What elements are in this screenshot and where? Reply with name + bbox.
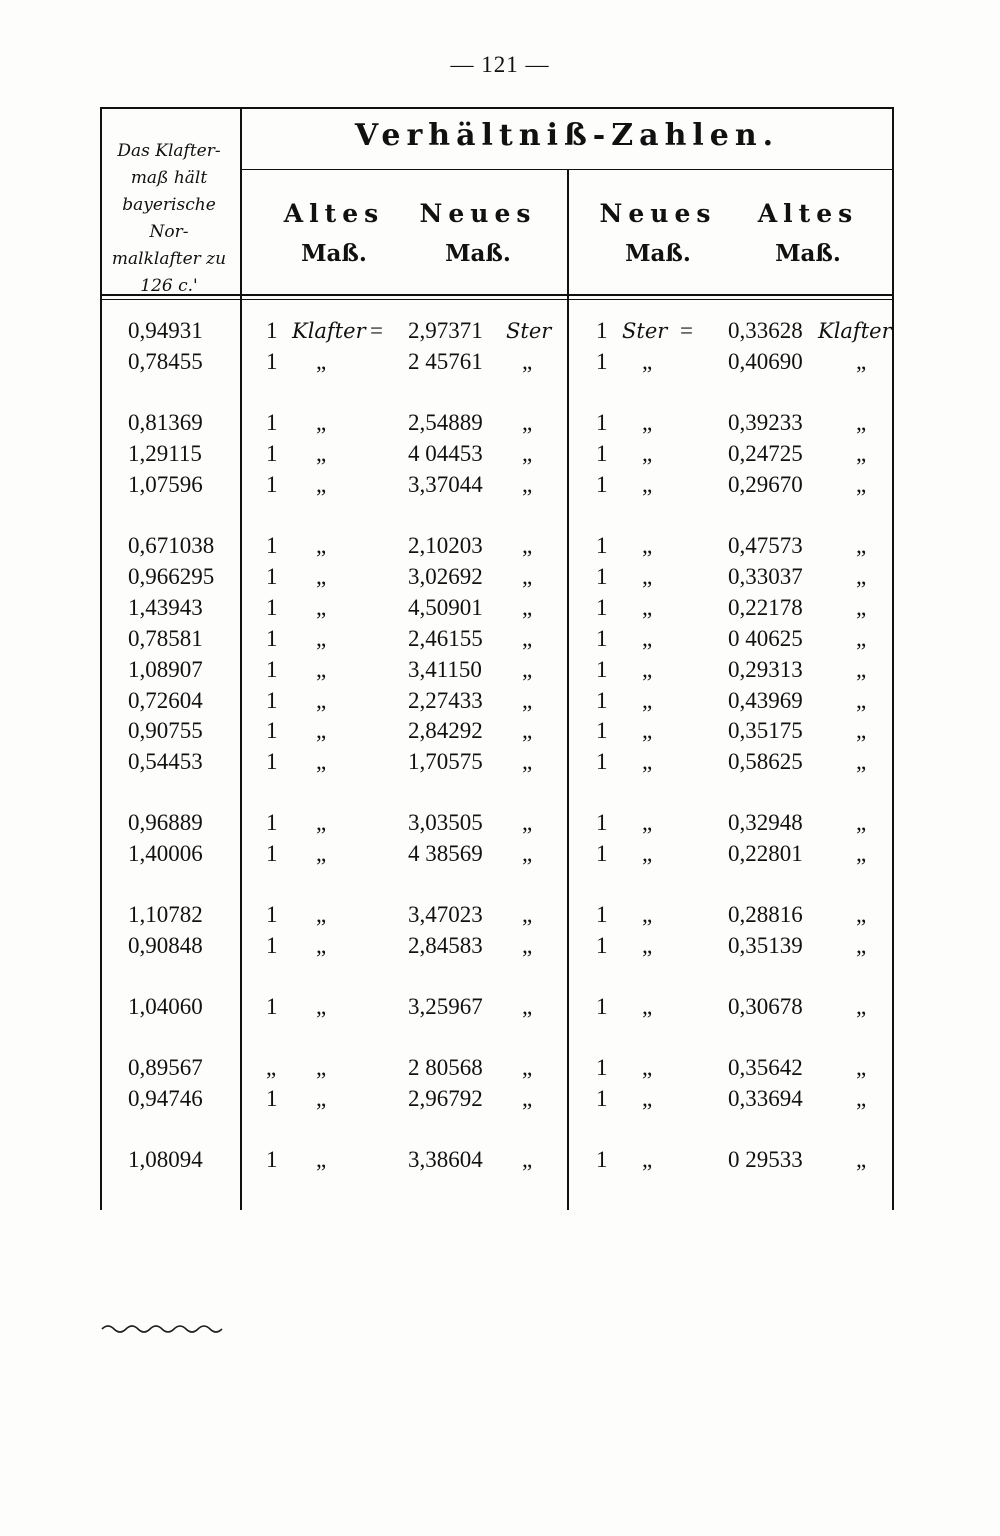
table-row [0, 624, 1000, 654]
new-measure-quantity: 1 [596, 1147, 608, 1172]
old-measure-value: 0,33628 [728, 318, 803, 343]
sub-header-line: Maß. [775, 240, 841, 267]
klafter-ratio: 1,10782 [128, 902, 203, 927]
ditto-mark: „ [856, 841, 867, 866]
old-measure-quantity: 1 [266, 626, 278, 651]
ditto-mark: „ [642, 902, 653, 927]
ditto-mark: „ [522, 595, 533, 620]
klafter-ratio: 0,96889 [128, 810, 203, 835]
new-measure-value: 2,84583 [408, 933, 483, 958]
old-measure-value: 0,43969 [728, 688, 803, 713]
ditto-mark: „ [642, 994, 653, 1019]
ditto-mark: „ [642, 1147, 653, 1172]
table-row [0, 347, 1000, 377]
ditto-mark: „ [316, 1055, 327, 1080]
ditto-mark: „ [856, 1086, 867, 1111]
old-measure-quantity: 1 [266, 564, 278, 589]
klafter-ratio: 1,08907 [128, 657, 203, 682]
ditto-mark: „ [856, 410, 867, 435]
new-measure-unit: Ster [506, 319, 552, 343]
ditto-mark: „ [316, 595, 327, 620]
table-row [0, 686, 1000, 716]
ditto-mark: „ [642, 472, 653, 497]
ditto-mark: „ [316, 933, 327, 958]
ditto-mark: „ [856, 718, 867, 743]
ditto-mark: „ [522, 564, 533, 589]
ditto-mark: „ [642, 626, 653, 651]
ditto-mark: „ [856, 902, 867, 927]
first-column-header-line: 126 c.' [140, 276, 198, 296]
klafter-ratio: 0,966295 [128, 564, 215, 589]
table-row [0, 655, 1000, 685]
old-measure-value: 0,47573 [728, 533, 803, 558]
new-measure-value: 3,38604 [408, 1147, 483, 1172]
ditto-mark: „ [522, 688, 533, 713]
sub-header-old-measure-1 [254, 194, 414, 274]
old-measure-value: 0,39233 [728, 410, 803, 435]
ditto-mark: „ [642, 841, 653, 866]
old-measure-quantity: 1 [266, 1086, 278, 1111]
ditto-mark: „ [856, 933, 867, 958]
old-measure-quantity: 1 [266, 349, 278, 374]
new-measure-value: 3,41150 [408, 657, 482, 682]
sub-header-new-measure-2 [578, 194, 738, 274]
new-measure-value: 2,96792 [408, 1086, 483, 1111]
table-row [0, 593, 1000, 623]
ditto-mark: „ [316, 410, 327, 435]
first-column-header-line: maß hält [130, 168, 208, 188]
ditto-mark: „ [642, 749, 653, 774]
table-row [0, 408, 1000, 438]
old-measure-quantity: „ [266, 1055, 277, 1080]
old-measure-value: 0,22178 [728, 595, 803, 620]
klafter-ratio: 0,72604 [128, 688, 203, 713]
old-measure-quantity: 1 [266, 749, 278, 774]
tilde-ornament [100, 1322, 224, 1336]
old-measure-quantity: 1 [266, 657, 278, 682]
table-main-title: Verhältniß-Zahlen. [354, 118, 780, 153]
ditto-mark: „ [522, 749, 533, 774]
ditto-mark: „ [316, 657, 327, 682]
first-column-header-line: malklafter zu [111, 249, 227, 269]
ditto-mark: „ [642, 595, 653, 620]
table-row [0, 716, 1000, 746]
ditto-mark: „ [316, 349, 327, 374]
ditto-mark: „ [316, 441, 327, 466]
table-row [0, 992, 1000, 1022]
new-measure-value: 3,03505 [408, 810, 483, 835]
ditto-mark: „ [856, 472, 867, 497]
klafter-ratio: 0,94746 [128, 1086, 203, 1111]
new-measure-quantity: 1 [596, 626, 608, 651]
new-measure-value: 2,54889 [408, 410, 483, 435]
table-row [0, 470, 1000, 500]
table-row [0, 808, 1000, 838]
sub-header-line: Neues [599, 199, 717, 228]
old-measure-quantity: 1 [266, 810, 278, 835]
first-column-header-line: bayerische Nor- [122, 195, 216, 242]
new-measure-value: 1,70575 [408, 749, 483, 774]
old-measure-quantity: 1 [266, 841, 278, 866]
new-measure-value: 3,25967 [408, 994, 483, 1019]
old-measure-value: 0,29670 [728, 472, 803, 497]
ditto-mark: „ [522, 533, 533, 558]
new-measure-quantity: 1 [596, 810, 608, 835]
old-measure-value: 0,29313 [728, 657, 803, 682]
ditto-mark: „ [856, 994, 867, 1019]
new-measure-quantity: 1 [596, 564, 608, 589]
old-measure-value: 0 40625 [728, 626, 803, 651]
sub-header-line: Maß. [445, 240, 511, 267]
old-measure-value: 0,58625 [728, 749, 803, 774]
ditto-mark: „ [856, 595, 867, 620]
old-measure-unit: Klafter [292, 319, 366, 343]
new-measure-value: 2,97371 [408, 318, 483, 343]
table-row [0, 316, 1000, 346]
ditto-mark: „ [642, 1086, 653, 1111]
ditto-mark: „ [642, 533, 653, 558]
old-measure-quantity: 1 [266, 441, 278, 466]
ditto-mark: „ [316, 1086, 327, 1111]
new-measure-value: 4 04453 [408, 441, 483, 466]
new-measure-value: 2 80568 [408, 1055, 483, 1080]
ditto-mark: „ [316, 1147, 327, 1172]
table-row [0, 531, 1000, 561]
ditto-mark: „ [316, 533, 327, 558]
klafter-ratio: 0,54453 [128, 749, 203, 774]
old-measure-value: 0 29533 [728, 1147, 803, 1172]
ditto-mark: „ [522, 472, 533, 497]
old-measure-value: 0,40690 [728, 349, 803, 374]
ditto-mark: „ [316, 564, 327, 589]
new-measure-quantity: 1 [596, 657, 608, 682]
new-measure-quantity: 1 [596, 841, 608, 866]
ditto-mark: „ [316, 810, 327, 835]
new-measure-value: 2,27433 [408, 688, 483, 713]
old-measure-quantity: 1 [266, 533, 278, 558]
ditto-mark: „ [522, 902, 533, 927]
ditto-mark: „ [642, 441, 653, 466]
equals-sign: = [680, 318, 693, 343]
old-measure-value: 0,35175 [728, 718, 803, 743]
new-measure-quantity: 1 [596, 595, 608, 620]
first-column-header-line: Das Klafter- [117, 141, 221, 161]
klafter-ratio: 0,78581 [128, 626, 203, 651]
ditto-mark: „ [522, 626, 533, 651]
ditto-mark: „ [522, 933, 533, 958]
old-measure-value: 0,30678 [728, 994, 803, 1019]
klafter-ratio: 1,04060 [128, 994, 203, 1019]
sub-header-line: Altes [283, 199, 385, 228]
ditto-mark: „ [642, 657, 653, 682]
ditto-mark: „ [316, 994, 327, 1019]
ditto-mark: „ [856, 349, 867, 374]
new-measure-value: 2,10203 [408, 533, 483, 558]
old-measure-quantity: 1 [266, 933, 278, 958]
new-measure-quantity: 1 [596, 318, 608, 343]
klafter-ratio: 1,43943 [128, 595, 203, 620]
ditto-mark: „ [856, 533, 867, 558]
klafter-ratio: 0,94931 [128, 318, 203, 343]
table-row [0, 562, 1000, 592]
ditto-mark: „ [316, 688, 327, 713]
ditto-mark: „ [856, 657, 867, 682]
first-column-header [104, 138, 234, 300]
table-row [0, 900, 1000, 930]
ditto-mark: „ [316, 749, 327, 774]
new-measure-unit: Ster [622, 319, 668, 343]
old-measure-quantity: 1 [266, 472, 278, 497]
ditto-mark: „ [642, 933, 653, 958]
sub-header-line: Altes [757, 199, 859, 228]
old-measure-value: 0,33037 [728, 564, 803, 589]
ditto-mark: „ [642, 1055, 653, 1080]
ditto-mark: „ [522, 1147, 533, 1172]
old-measure-quantity: 1 [266, 1147, 278, 1172]
new-measure-quantity: 1 [596, 994, 608, 1019]
table-row [0, 1053, 1000, 1083]
old-measure-quantity: 1 [266, 318, 278, 343]
new-measure-value: 3,37044 [408, 472, 483, 497]
ditto-mark: „ [856, 810, 867, 835]
new-measure-value: 4,50901 [408, 595, 483, 620]
new-measure-quantity: 1 [596, 688, 608, 713]
new-measure-value: 4 38569 [408, 841, 483, 866]
klafter-ratio: 0,78455 [128, 349, 203, 374]
klafter-ratio: 0,90755 [128, 718, 203, 743]
klafter-ratio: 0,81369 [128, 410, 203, 435]
ditto-mark: „ [856, 441, 867, 466]
ditto-mark: „ [642, 810, 653, 835]
table-row [0, 931, 1000, 961]
old-measure-value: 0,32948 [728, 810, 803, 835]
old-measure-quantity: 1 [266, 410, 278, 435]
old-measure-quantity: 1 [266, 994, 278, 1019]
ditto-mark: „ [642, 564, 653, 589]
klafter-ratio: 1,40006 [128, 841, 203, 866]
table-row [0, 439, 1000, 469]
sub-header-line: Maß. [301, 240, 367, 267]
klafter-ratio: 0,89567 [128, 1055, 203, 1080]
new-measure-quantity: 1 [596, 749, 608, 774]
table-row [0, 839, 1000, 869]
old-measure-quantity: 1 [266, 688, 278, 713]
new-measure-quantity: 1 [596, 933, 608, 958]
page-number: — 121 — [450, 52, 550, 77]
ditto-mark: „ [522, 657, 533, 682]
ditto-mark: „ [856, 1147, 867, 1172]
ditto-mark: „ [316, 718, 327, 743]
klafter-ratio: 0,90848 [128, 933, 203, 958]
klafter-ratio: 1,08094 [128, 1147, 203, 1172]
ditto-mark: „ [316, 902, 327, 927]
old-measure-value: 0,35139 [728, 933, 803, 958]
ditto-mark: „ [856, 749, 867, 774]
new-measure-quantity: 1 [596, 472, 608, 497]
equals-sign: = [370, 318, 383, 343]
klafter-ratio: 1,07596 [128, 472, 203, 497]
sub-header-line: Maß. [625, 240, 691, 267]
ditto-mark: „ [316, 626, 327, 651]
ditto-mark: „ [642, 410, 653, 435]
old-measure-value: 0,33694 [728, 1086, 803, 1111]
klafter-ratio: 1,29115 [128, 441, 202, 466]
ditto-mark: „ [642, 688, 653, 713]
table-row [0, 1084, 1000, 1114]
sub-header-old-measure-2 [728, 194, 888, 274]
new-measure-quantity: 1 [596, 718, 608, 743]
ditto-mark: „ [522, 410, 533, 435]
new-measure-quantity: 1 [596, 902, 608, 927]
old-measure-value: 0,28816 [728, 902, 803, 927]
new-measure-value: 3,47023 [408, 902, 483, 927]
old-measure-quantity: 1 [266, 718, 278, 743]
ditto-mark: „ [316, 841, 327, 866]
ditto-mark: „ [522, 1086, 533, 1111]
ditto-mark: „ [522, 810, 533, 835]
klafter-ratio: 0,671038 [128, 533, 215, 558]
ditto-mark: „ [856, 1055, 867, 1080]
old-measure-value: 0,35642 [728, 1055, 803, 1080]
ditto-mark: „ [642, 349, 653, 374]
table-row [0, 1145, 1000, 1175]
ditto-mark: „ [522, 994, 533, 1019]
ditto-mark: „ [316, 472, 327, 497]
old-measure-quantity: 1 [266, 595, 278, 620]
ditto-mark: „ [522, 1055, 533, 1080]
old-measure-value: 0,24725 [728, 441, 803, 466]
new-measure-quantity: 1 [596, 1055, 608, 1080]
ditto-mark: „ [522, 441, 533, 466]
new-measure-value: 2 45761 [408, 349, 483, 374]
old-measure-value: 0,22801 [728, 841, 803, 866]
new-measure-value: 2,84292 [408, 718, 483, 743]
ditto-mark: „ [856, 564, 867, 589]
new-measure-quantity: 1 [596, 349, 608, 374]
sub-header-new-measure-1 [398, 194, 558, 274]
ditto-mark: „ [856, 626, 867, 651]
new-measure-quantity: 1 [596, 1086, 608, 1111]
ditto-mark: „ [856, 688, 867, 713]
ditto-mark: „ [522, 841, 533, 866]
new-measure-value: 3,02692 [408, 564, 483, 589]
ditto-mark: „ [642, 718, 653, 743]
header-title-rule [242, 169, 892, 170]
new-measure-quantity: 1 [596, 441, 608, 466]
table-top-rule [100, 107, 894, 109]
old-measure-quantity: 1 [266, 902, 278, 927]
new-measure-quantity: 1 [596, 533, 608, 558]
ditto-mark: „ [522, 718, 533, 743]
new-measure-value: 2,46155 [408, 626, 483, 651]
sub-header-line: Neues [419, 199, 537, 228]
old-measure-unit: Klafter [818, 319, 892, 343]
new-measure-quantity: 1 [596, 410, 608, 435]
table-row [0, 747, 1000, 777]
ditto-mark: „ [522, 349, 533, 374]
